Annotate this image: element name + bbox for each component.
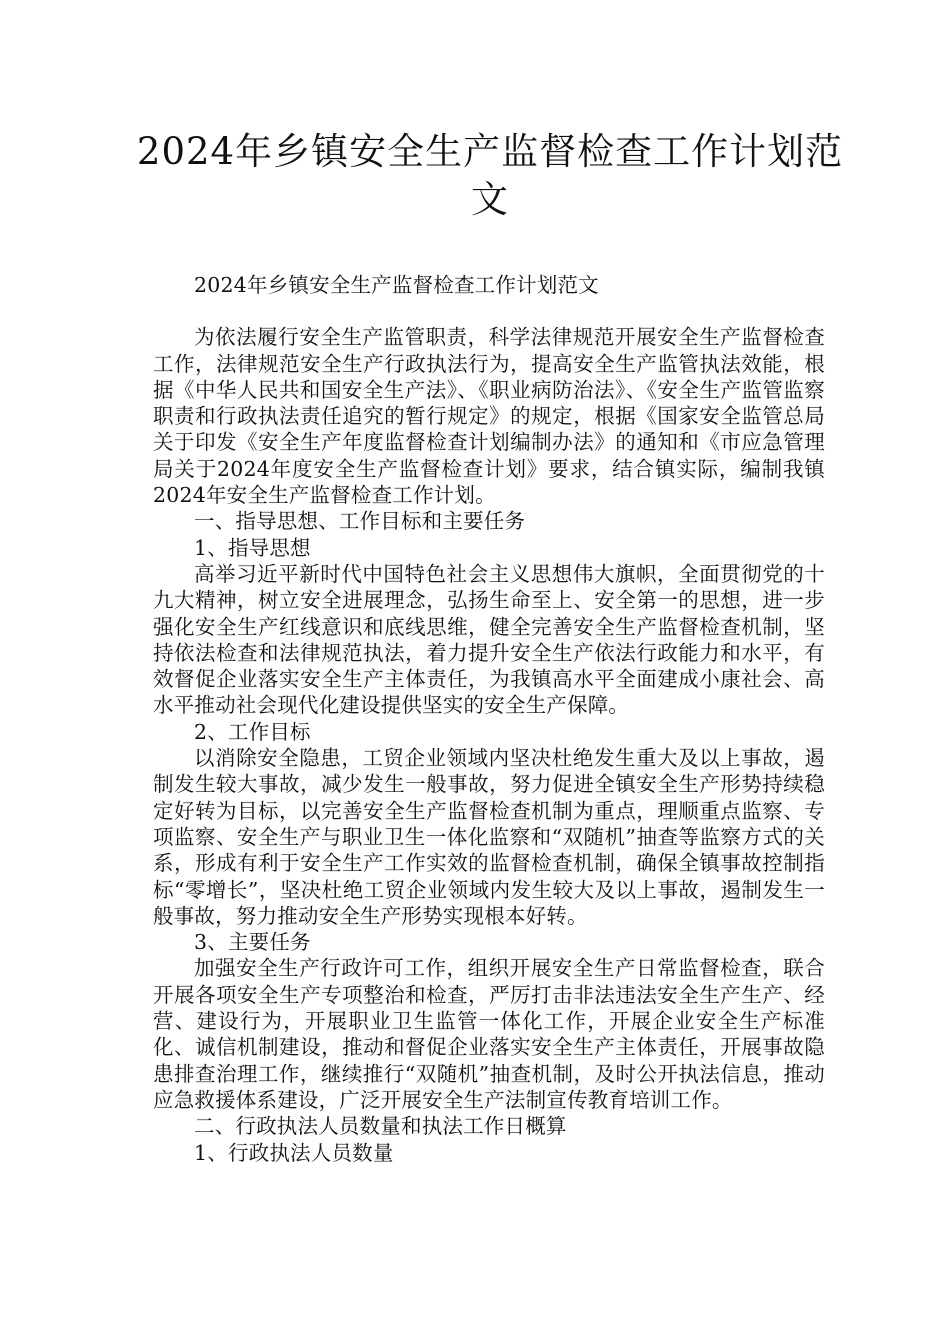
paragraph-main-tasks: 加强安全生产行政许可工作，组织开展安全生产日常监督检查，联合开展各项安全生产专项整治和检查，严厉打击非法违法安全生产生产、经营、建设行为，开展职业卫生监管一体化工作，开展企业安全生产标准化、诚信机制建设，推动和督促企业落实安全生产主体责任，开展事故隐患排查治理工作，继续推行“双随机”抽查机制，及时公开执法信息，推动应急救援体系建设，广泛开展安全生产法制宣传教育培训工作。 <box>153 956 825 1112</box>
document-title: 2024年乡镇安全生产监督检查工作计划范文 <box>136 130 844 221</box>
document-body <box>153 272 825 1166</box>
heading-section-1: 一、指导思想、工作目标和主要任务 <box>194 509 526 534</box>
heading-section-2: 二、行政执法人员数量和执法工作日概算 <box>194 1114 567 1139</box>
heading-work-goals: 2、工作目标 <box>194 719 311 744</box>
paragraph-guiding-ideology: 高举习近平新时代中国特色社会主义思想伟大旗帜，全面贯彻党的十九大精神，树立安全进展理念，弘扬生命至上、安全第一的思想，进一步强化安全生产红线意识和底线思维，健全完善安全生产监督检查机制，坚持依法检查和法律规范执法，着力提升安全生产依法行政能力和水平，有效督促企业落实安全生产主体责任，为我镇高水平全面建成小康社会、高水平推动社会现代化建设提供坚实的安全生产保障。 <box>153 561 825 718</box>
paragraph-work-goals: 以消除安全隐患，工贸企业领域内坚决杜绝发生重大及以上事故，遏制发生较大事故，减少发生一般事故，努力促进全镇安全生产形势持续稳定好转为目标，以完善安全生产监督检查机制为重点，理顺重点监察、专项监察、安全生产与职业卫生一体化监察和“双随机”抽查等监察方式的关系，形成有利于安全生产工作实效的监督检查机制，确保全镇事故控制指标“零增长”，坚决杜绝工贸企业领域内发生较大及以上事故，遏制发生一般事故，努力推动安全生产形势实现根本好转。 <box>153 746 825 928</box>
heading-main-tasks: 3、主要任务 <box>194 930 311 955</box>
heading-guiding-ideology: 1、指导思想 <box>194 535 311 560</box>
heading-staff-count: 1、行政执法人员数量 <box>194 1140 394 1165</box>
paragraph-intro: 为依法履行安全生产监管职责，科学法律规范开展安全生产监督检查工作，法律规范安全生产行政执法行为，提高安全生产监管执法效能，根据《中华人民共和国安全生产法》、《职业病防治法》、《安全生产监管监察职责和行政执法责任追究的暂行规定》的规定，根据《国家安全监管总局关于印发《安全生产年度监督检查计划编制办法》的通知和《市应急管理局关于2024年度安全生产监督检查计划》要求，结合镇实际，编制我镇2024年安全生产监督检查工作计划。 <box>153 325 825 508</box>
document-subtitle: 2024年乡镇安全生产监督检查工作计划范文 <box>194 273 599 297</box>
